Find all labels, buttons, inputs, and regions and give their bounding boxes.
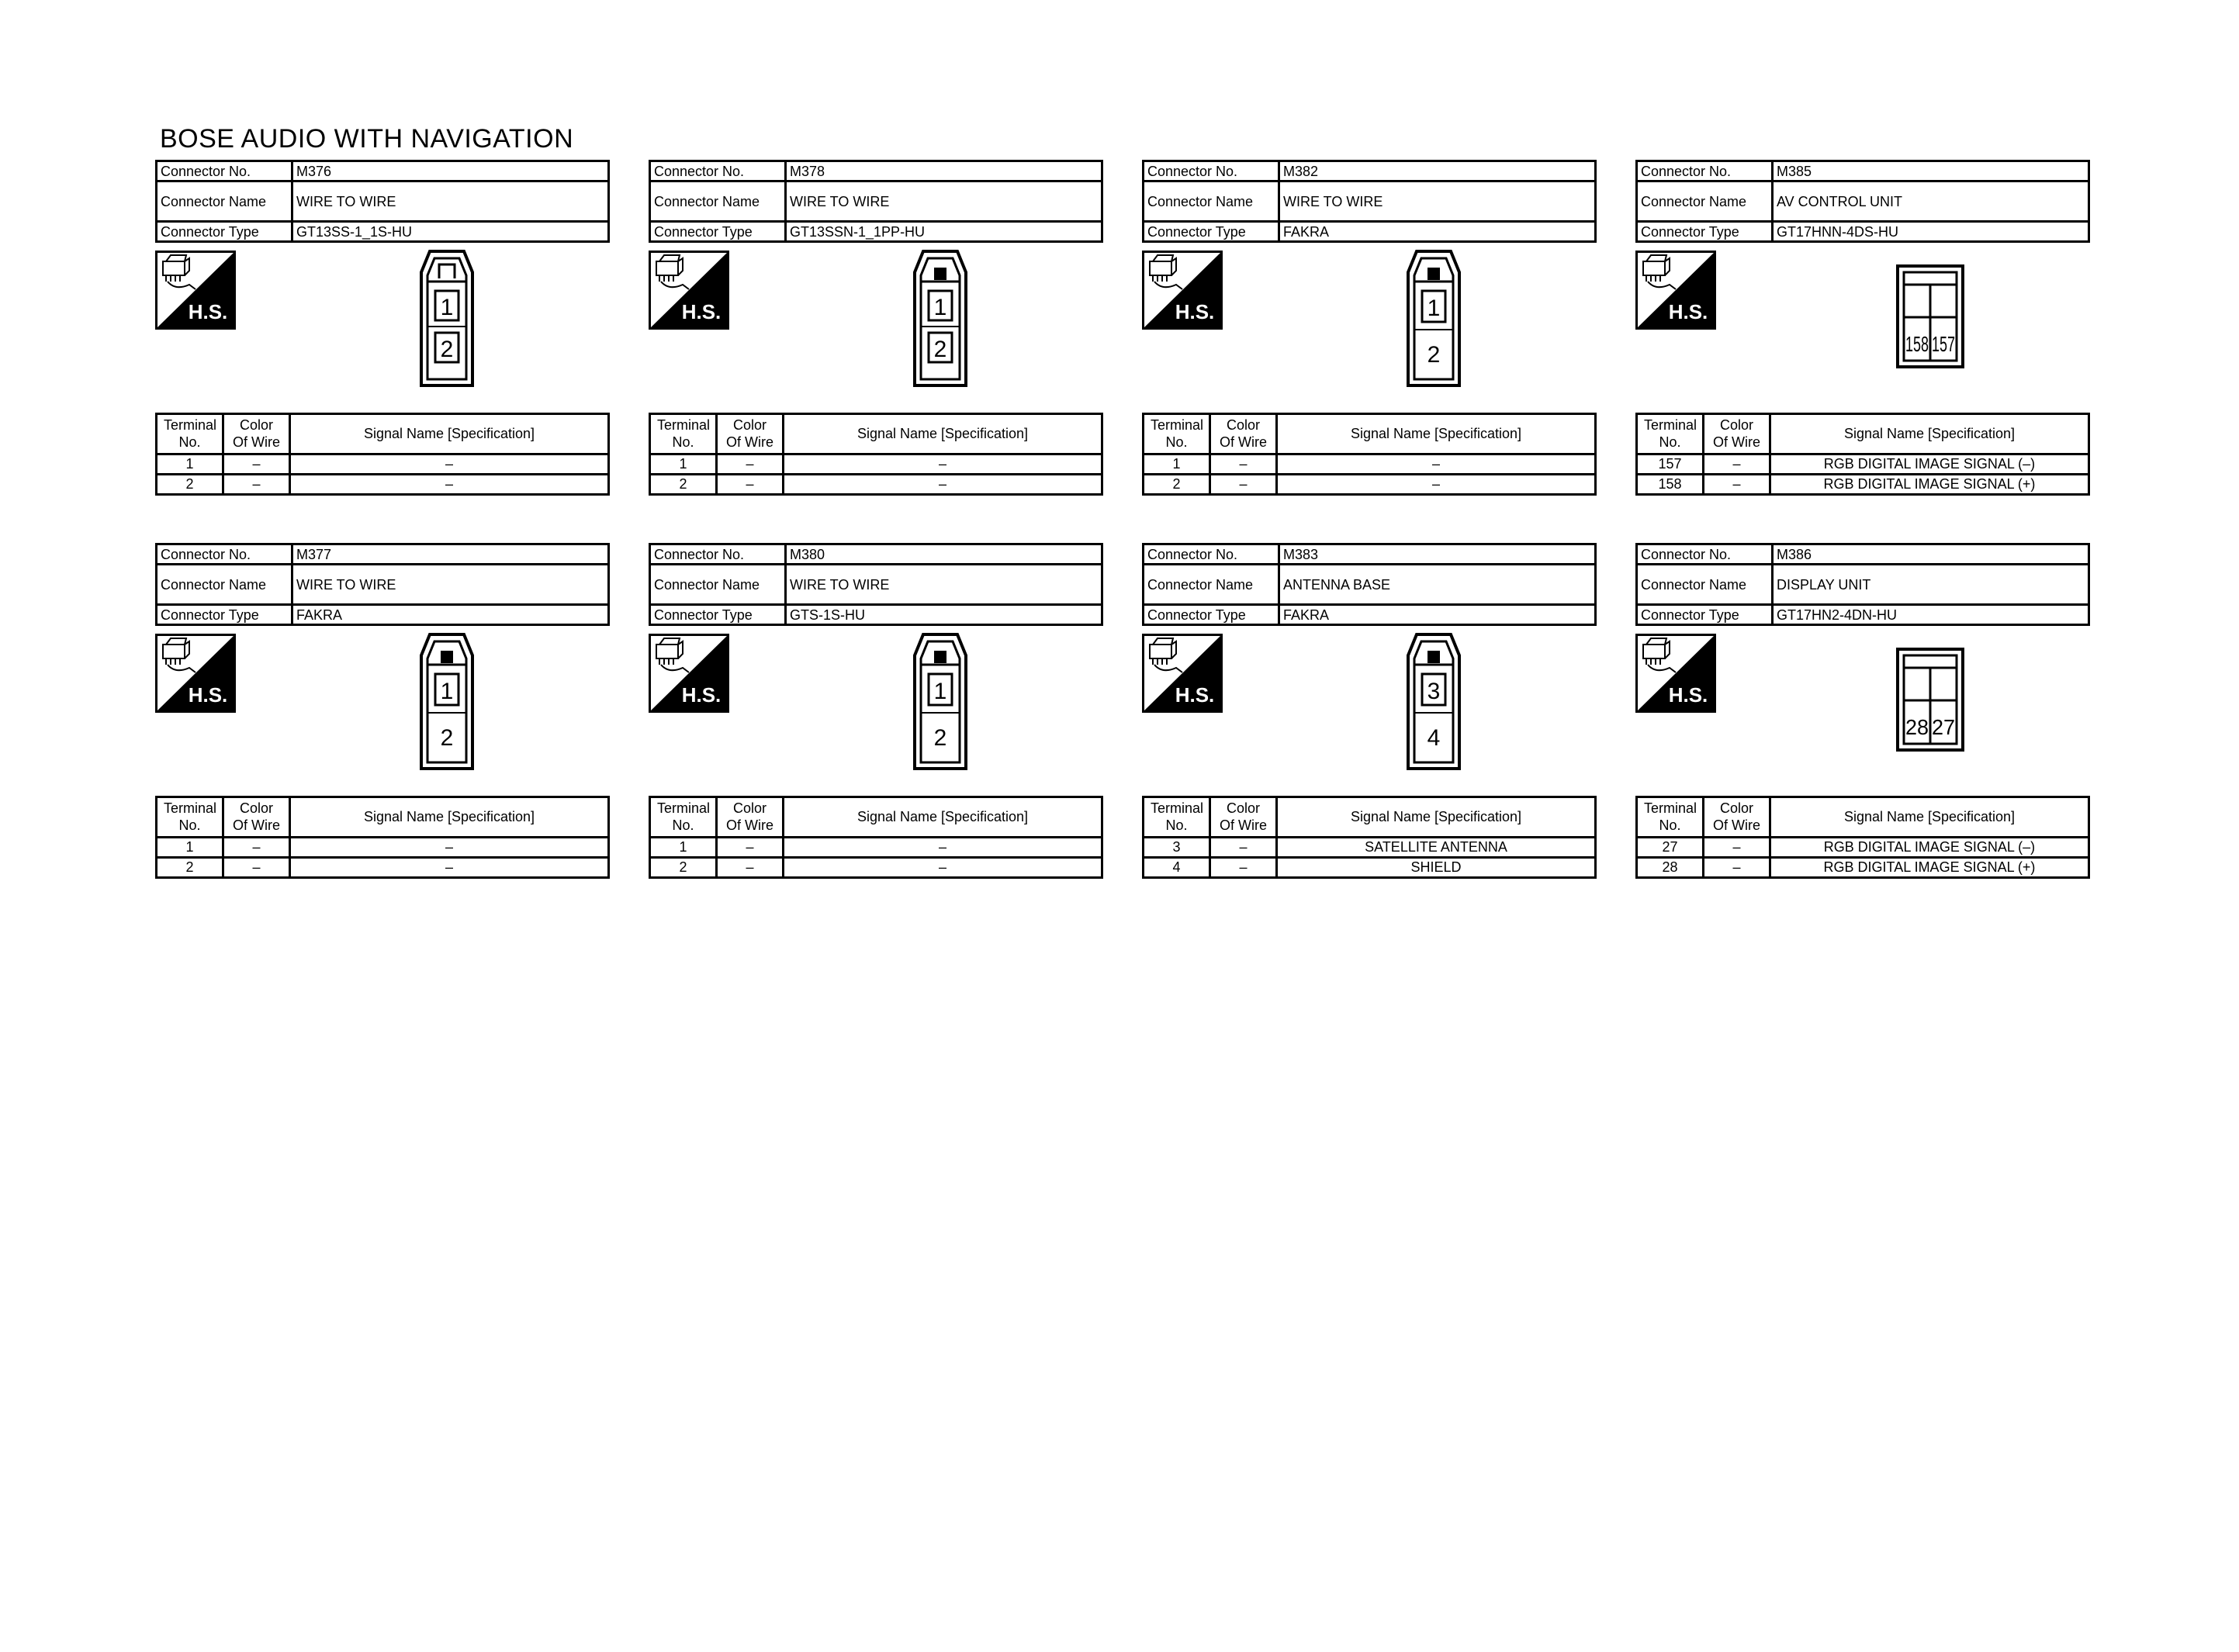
connector-info-table <box>649 543 1103 626</box>
connector-face <box>419 249 475 391</box>
hs-harness-side-icon <box>649 251 729 330</box>
terminal-no: 4 <box>1144 858 1210 878</box>
connector-block-m378 <box>649 160 1103 496</box>
terminal-no: 1 <box>157 454 223 475</box>
terminal-row <box>1144 475 1596 495</box>
wire-color: – <box>1210 858 1277 878</box>
signal-name-header: Signal Name [Specification] <box>290 414 609 454</box>
connector-name-value: WIRE TO WIRE <box>1279 181 1596 222</box>
terminal-table <box>1635 413 2090 496</box>
connector-block-m382 <box>1142 160 1597 496</box>
color-of-wire-header: Color Of Wire <box>223 414 290 454</box>
signal-name: – <box>290 838 609 858</box>
pin-label: 1 <box>933 295 947 320</box>
signal-name: – <box>290 475 609 495</box>
signal-name: – <box>1277 475 1596 495</box>
terminal-table <box>1635 796 2090 879</box>
hs-harness-side-icon <box>155 251 236 330</box>
pin-label: 2 <box>440 725 454 751</box>
terminal-row <box>1637 475 2089 495</box>
terminal-row <box>1144 454 1596 475</box>
signal-name-header: Signal Name [Specification] <box>290 797 609 838</box>
terminal-table <box>1142 413 1597 496</box>
connector-no-label: Connector No. <box>1637 161 1773 181</box>
wire-color: – <box>717 858 784 878</box>
terminal-no: 2 <box>650 475 717 495</box>
terminal-no: 2 <box>1144 475 1210 495</box>
connector-no-value: M376 <box>292 161 609 181</box>
terminal-row <box>650 475 1102 495</box>
pin-label: 158 <box>1905 332 1929 356</box>
pin-label: 2 <box>933 337 947 362</box>
pin-label: 27 <box>1932 715 1955 739</box>
wire-color: – <box>717 475 784 495</box>
signal-name: – <box>784 838 1102 858</box>
connector-no-value: M385 <box>1773 161 2089 181</box>
pin-label: 2 <box>440 337 454 362</box>
signal-name: – <box>290 454 609 475</box>
connector-info-table <box>1142 543 1597 626</box>
signal-name: RGB DIGITAL IMAGE SIGNAL (–) <box>1770 838 2089 858</box>
connector-name-label: Connector Name <box>650 565 786 605</box>
connector-no-label: Connector No. <box>1144 544 1279 565</box>
terminal-row <box>157 475 609 495</box>
connector-info-table <box>1635 543 2090 626</box>
connector-type-label: Connector Type <box>650 605 786 625</box>
pin-label: 1 <box>440 679 454 704</box>
signal-name: – <box>784 475 1102 495</box>
connector-no-value: M383 <box>1279 544 1596 565</box>
terminal-no: 2 <box>157 858 223 878</box>
terminal-no-header: Terminal No. <box>1144 797 1210 838</box>
signal-name: RGB DIGITAL IMAGE SIGNAL (+) <box>1770 475 2089 495</box>
signal-name: RGB DIGITAL IMAGE SIGNAL (–) <box>1770 454 2089 475</box>
wire-color: – <box>223 838 290 858</box>
connector-name-value: WIRE TO WIRE <box>786 565 1102 605</box>
connector-diagram <box>155 626 610 796</box>
connector-info-table <box>1142 160 1597 243</box>
terminal-no: 157 <box>1637 454 1704 475</box>
color-of-wire-header: Color Of Wire <box>1210 414 1277 454</box>
signal-name-header: Signal Name [Specification] <box>1770 414 2089 454</box>
terminal-row <box>1637 454 2089 475</box>
terminal-row <box>1144 838 1596 858</box>
hs-badge-label: H.S. <box>681 683 722 707</box>
connector-name-label: Connector Name <box>1637 565 1773 605</box>
connector-type-value: FAKRA <box>292 605 609 625</box>
color-of-wire-header: Color Of Wire <box>717 797 784 838</box>
connector-no-value: M377 <box>292 544 609 565</box>
connector-diagram <box>1635 243 2090 413</box>
page-title: BOSE AUDIO WITH NAVIGATION <box>160 124 574 154</box>
connector-type-value: GT13SS-1_1S-HU <box>292 222 609 242</box>
connector-diagram <box>649 243 1103 413</box>
hs-harness-side-icon <box>1635 251 1716 330</box>
connector-block-m380 <box>649 543 1103 879</box>
terminal-no-header: Terminal No. <box>1637 414 1704 454</box>
pin-label: 1 <box>1427 295 1441 321</box>
connector-diagram <box>1142 243 1597 413</box>
connector-no-value: M386 <box>1773 544 2089 565</box>
connector-face <box>1896 264 1964 372</box>
connector-name-label: Connector Name <box>157 181 292 222</box>
connector-no-label: Connector No. <box>157 544 292 565</box>
connector-name-value: AV CONTROL UNIT <box>1773 181 2089 222</box>
connector-face <box>912 632 968 774</box>
connector-type-label: Connector Type <box>650 222 786 242</box>
hs-harness-side-icon <box>155 634 236 713</box>
connector-name-value: DISPLAY UNIT <box>1773 565 2089 605</box>
terminal-no: 1 <box>157 838 223 858</box>
hs-harness-side-icon <box>649 634 729 713</box>
terminal-row <box>1144 858 1596 878</box>
signal-name: SHIELD <box>1277 858 1596 878</box>
connector-block-m383 <box>1142 543 1597 879</box>
hs-badge-label: H.S. <box>1668 683 1708 707</box>
terminal-no-header: Terminal No. <box>650 797 717 838</box>
terminal-no-header: Terminal No. <box>157 414 223 454</box>
terminal-no: 1 <box>1144 454 1210 475</box>
connector-info-table <box>1635 160 2090 243</box>
color-of-wire-header: Color Of Wire <box>1704 414 1770 454</box>
connector-type-value: GT17HNN-4DS-HU <box>1773 222 2089 242</box>
connector-face <box>1406 249 1462 391</box>
signal-name-header: Signal Name [Specification] <box>1277 797 1596 838</box>
terminal-row <box>1637 858 2089 878</box>
connector-block-m376 <box>155 160 610 496</box>
terminal-row <box>157 454 609 475</box>
terminal-no-header: Terminal No. <box>1637 797 1704 838</box>
signal-name: – <box>784 454 1102 475</box>
color-of-wire-header: Color Of Wire <box>717 414 784 454</box>
pin-label: 3 <box>1427 679 1441 704</box>
terminal-row <box>157 838 609 858</box>
connector-no-value: M378 <box>786 161 1102 181</box>
terminal-table <box>155 413 610 496</box>
signal-name-header: Signal Name [Specification] <box>1770 797 2089 838</box>
terminal-row <box>157 858 609 878</box>
color-of-wire-header: Color Of Wire <box>1704 797 1770 838</box>
connector-type-label: Connector Type <box>1144 605 1279 625</box>
signal-name: RGB DIGITAL IMAGE SIGNAL (+) <box>1770 858 2089 878</box>
connector-diagram <box>649 626 1103 796</box>
connector-face <box>912 249 968 391</box>
terminal-table <box>649 413 1103 496</box>
terminal-row <box>650 838 1102 858</box>
connector-name-value: ANTENNA BASE <box>1279 565 1596 605</box>
pin-label: 2 <box>1427 342 1441 368</box>
connector-no-label: Connector No. <box>650 161 786 181</box>
hs-badge-label: H.S. <box>1175 683 1215 707</box>
connector-type-value: FAKRA <box>1279 222 1596 242</box>
wire-color: – <box>1210 838 1277 858</box>
connector-block-m377 <box>155 543 610 879</box>
connector-name-value: WIRE TO WIRE <box>292 181 609 222</box>
connector-name-label: Connector Name <box>1144 565 1279 605</box>
wire-color: – <box>1704 858 1770 878</box>
connector-block-m385 <box>1635 160 2090 496</box>
terminal-no-header: Terminal No. <box>1144 414 1210 454</box>
connector-no-label: Connector No. <box>1637 544 1773 565</box>
connector-no-value: M380 <box>786 544 1102 565</box>
connector-name-value: WIRE TO WIRE <box>786 181 1102 222</box>
connector-type-value: GTS-1S-HU <box>786 605 1102 625</box>
connector-diagram <box>1142 626 1597 796</box>
hs-harness-side-icon <box>1635 634 1716 713</box>
terminal-row <box>1637 838 2089 858</box>
connector-type-label: Connector Type <box>1637 605 1773 625</box>
connector-diagram <box>1635 626 2090 796</box>
connector-type-label: Connector Type <box>157 605 292 625</box>
hs-badge-label: H.S. <box>188 683 228 707</box>
hs-badge-label: H.S. <box>681 300 722 323</box>
connector-name-value: WIRE TO WIRE <box>292 565 609 605</box>
wire-color: – <box>1210 475 1277 495</box>
wire-color: – <box>1704 454 1770 475</box>
connector-info-table <box>155 543 610 626</box>
pin-label: 28 <box>1905 715 1929 739</box>
wire-color: – <box>1704 475 1770 495</box>
terminal-no: 28 <box>1637 858 1704 878</box>
wire-color: – <box>1704 838 1770 858</box>
connector-face <box>1896 648 1964 755</box>
connector-info-table <box>649 160 1103 243</box>
hs-badge-label: H.S. <box>188 300 228 323</box>
connector-no-label: Connector No. <box>650 544 786 565</box>
pin-label: 157 <box>1932 332 1955 356</box>
connector-name-label: Connector Name <box>1144 181 1279 222</box>
terminal-no: 158 <box>1637 475 1704 495</box>
wire-color: – <box>717 454 784 475</box>
terminal-table <box>155 796 610 879</box>
connector-type-value: GT17HN2-4DN-HU <box>1773 605 2089 625</box>
connector-no-label: Connector No. <box>1144 161 1279 181</box>
terminal-no: 1 <box>650 454 717 475</box>
terminal-no: 2 <box>157 475 223 495</box>
connector-name-label: Connector Name <box>1637 181 1773 222</box>
terminal-table <box>649 796 1103 879</box>
wire-color: – <box>223 454 290 475</box>
connector-info-table <box>155 160 610 243</box>
pin-label: 2 <box>933 725 947 751</box>
connector-no-value: M382 <box>1279 161 1596 181</box>
signal-name: – <box>784 858 1102 878</box>
connector-name-label: Connector Name <box>650 181 786 222</box>
hs-badge-label: H.S. <box>1175 300 1215 323</box>
signal-name: – <box>290 858 609 878</box>
pin-label: 4 <box>1427 725 1441 751</box>
terminal-no: 1 <box>650 838 717 858</box>
connector-type-label: Connector Type <box>157 222 292 242</box>
terminal-table <box>1142 796 1597 879</box>
hs-badge-label: H.S. <box>1668 300 1708 323</box>
wire-color: – <box>717 838 784 858</box>
terminal-no: 2 <box>650 858 717 878</box>
signal-name: SATELLITE ANTENNA <box>1277 838 1596 858</box>
connector-block-m386 <box>1635 543 2090 879</box>
wire-color: – <box>1210 454 1277 475</box>
connector-diagram <box>155 243 610 413</box>
terminal-row <box>650 454 1102 475</box>
terminal-no: 3 <box>1144 838 1210 858</box>
wire-color: – <box>223 858 290 878</box>
connector-face <box>419 632 475 774</box>
terminal-no: 27 <box>1637 838 1704 858</box>
color-of-wire-header: Color Of Wire <box>223 797 290 838</box>
connector-name-label: Connector Name <box>157 565 292 605</box>
signal-name: – <box>1277 454 1596 475</box>
connector-type-label: Connector Type <box>1637 222 1773 242</box>
terminal-row <box>650 858 1102 878</box>
pin-label: 1 <box>440 295 454 320</box>
signal-name-header: Signal Name [Specification] <box>1277 414 1596 454</box>
connector-type-value: FAKRA <box>1279 605 1596 625</box>
connector-face <box>1406 632 1462 774</box>
color-of-wire-header: Color Of Wire <box>1210 797 1277 838</box>
wire-color: – <box>223 475 290 495</box>
signal-name-header: Signal Name [Specification] <box>784 797 1102 838</box>
signal-name-header: Signal Name [Specification] <box>784 414 1102 454</box>
connector-type-label: Connector Type <box>1144 222 1279 242</box>
terminal-no-header: Terminal No. <box>157 797 223 838</box>
terminal-no-header: Terminal No. <box>650 414 717 454</box>
connector-no-label: Connector No. <box>157 161 292 181</box>
connector-type-value: GT13SSN-1_1PP-HU <box>786 222 1102 242</box>
hs-harness-side-icon <box>1142 634 1223 713</box>
hs-harness-side-icon <box>1142 251 1223 330</box>
pin-label: 1 <box>933 679 947 704</box>
